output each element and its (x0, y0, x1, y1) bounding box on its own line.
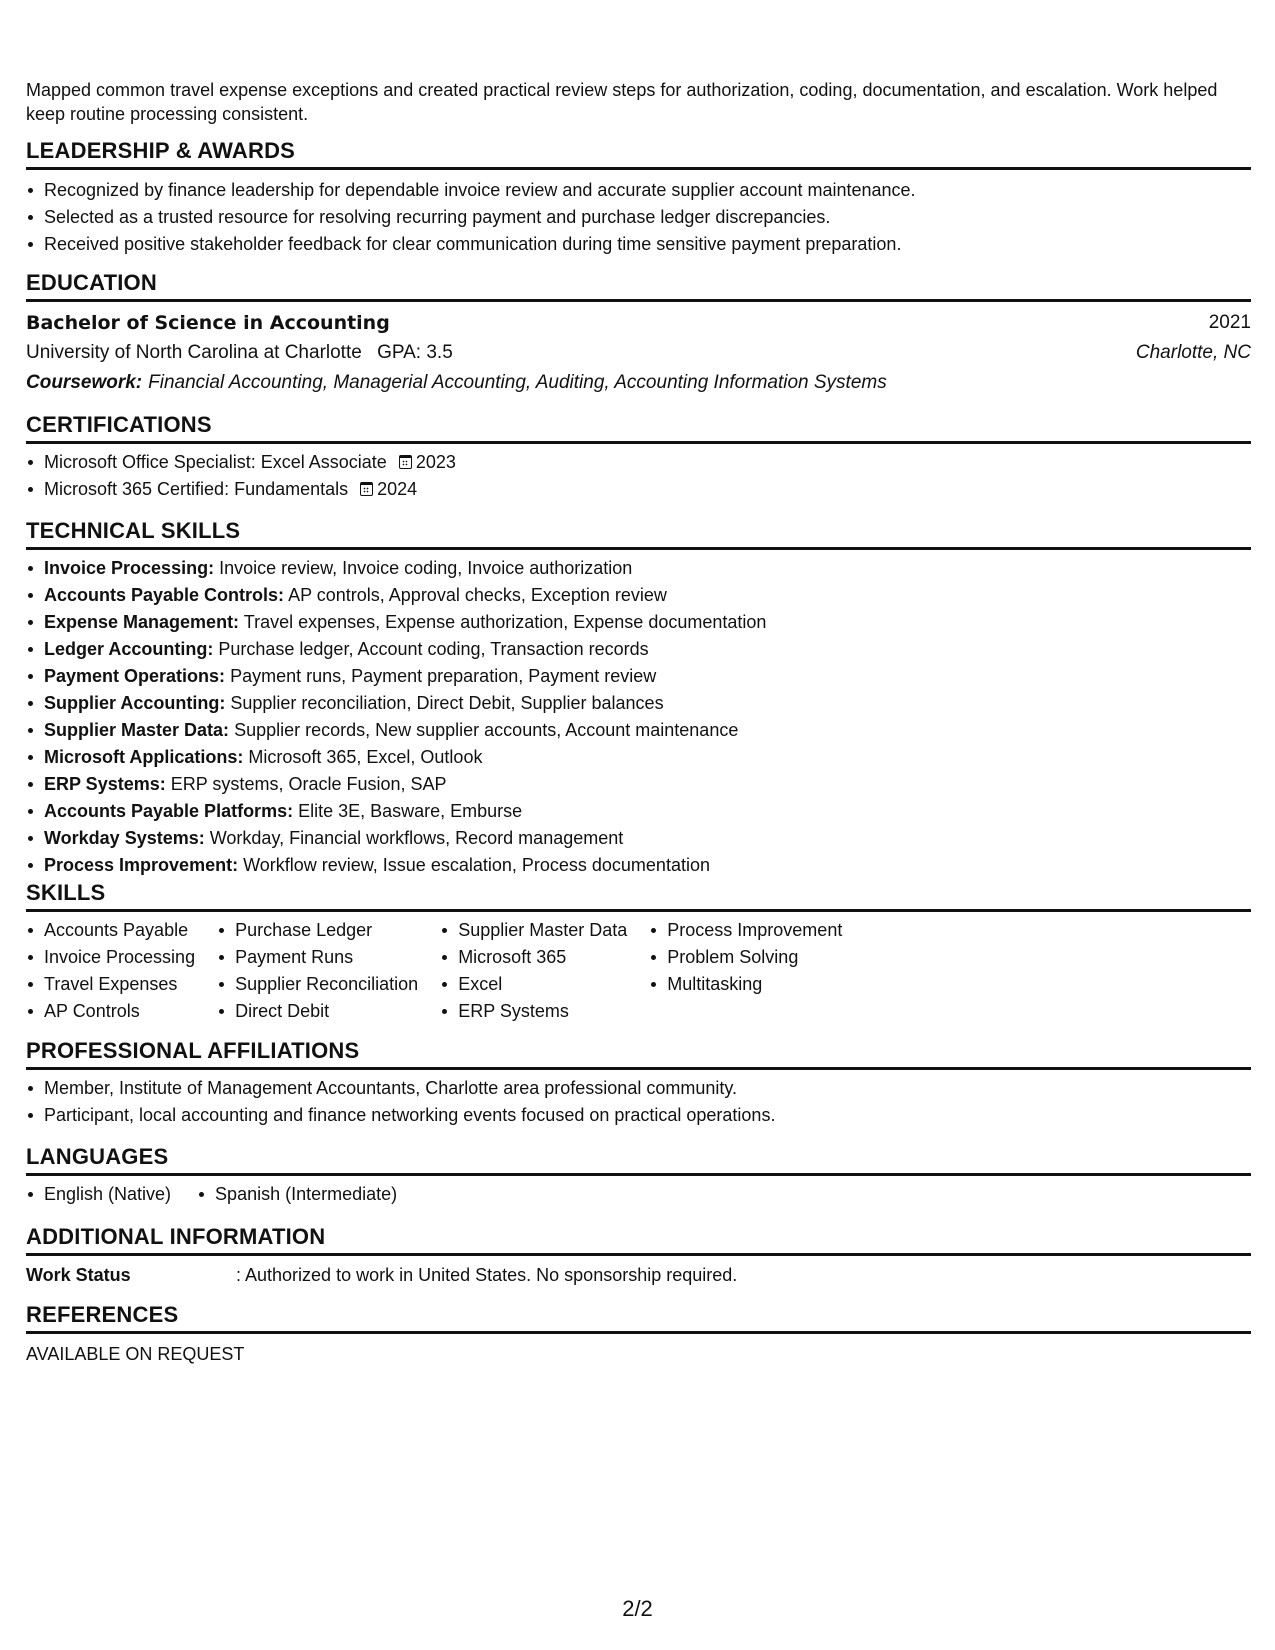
certification-name: Microsoft 365 Certified: Fundamentals (44, 479, 349, 499)
technical-skills-section (26, 518, 1251, 879)
skill-category: Payment Operations: (44, 666, 226, 686)
list-item: Invoice Processing (44, 944, 195, 971)
work-status-row (26, 1262, 1251, 1288)
skill-values: Microsoft 365, Excel, Outlook (248, 747, 483, 767)
skill-category: Microsoft Applications: (44, 747, 244, 767)
intro-paragraph: Mapped common travel expense exceptions and created practical review steps for authorization, coding, documentation, and escalation. Work helped keep routine processing consistent. (26, 80, 1218, 124)
list-item: Purchase Ledger (235, 917, 418, 944)
degree-name: Bachelor of Science in Accounting (26, 312, 390, 334)
coursework-list: Financial Accounting, Managerial Accounting, Auditing, Accounting Information Systems (148, 372, 887, 393)
gpa: GPA: 3.5 (377, 342, 453, 363)
leadership-section (26, 138, 1251, 258)
list-item: Multitasking (667, 971, 842, 998)
certifications-section (26, 412, 1251, 503)
skill-category: Accounts Payable Platforms: (44, 801, 294, 821)
school-row (26, 338, 1251, 368)
work-status-value: : Authorized to work in United States. No sponsorship required. (236, 1265, 738, 1285)
list-item: Direct Debit (235, 998, 418, 1025)
list-item: Supplier Master Data (458, 917, 627, 944)
skill-category: Process Improvement: (44, 855, 239, 875)
list-item: Problem Solving (667, 944, 842, 971)
coursework-label: Coursework: (26, 372, 143, 393)
section-title: TECHNICAL SKILLS (26, 518, 1251, 550)
school-name: University of North Carolina at Charlotte (26, 342, 362, 363)
additional-info-section (26, 1224, 1251, 1288)
list-item (44, 690, 1251, 717)
affiliations-list (26, 1075, 1251, 1129)
skill-values: Elite 3E, Basware, Emburse (298, 801, 523, 821)
list-item: English (Native) (44, 1181, 171, 1208)
list-item: Recognized by finance leadership for dependable invoice review and accurate supplier account maintenance. (44, 177, 1251, 204)
list-item: Accounts Payable (44, 917, 195, 944)
skill-values: ERP systems, Oracle Fusion, SAP (170, 774, 447, 794)
leadership-list (26, 177, 1251, 258)
skills-column (26, 917, 195, 1025)
list-item: Participant, local accounting and finance networking events focused on practical operations. (44, 1102, 1251, 1129)
list-item: Spanish (Intermediate) (215, 1181, 397, 1208)
skill-category: Invoice Processing: (44, 558, 215, 578)
section-title: CERTIFICATIONS (26, 412, 1251, 444)
section-title: LANGUAGES (26, 1144, 1251, 1176)
skill-values: AP controls, Approval checks, Exception review (288, 585, 667, 605)
list-item (44, 609, 1251, 636)
list-item (44, 555, 1251, 582)
skills-column (217, 917, 418, 1025)
list-item (44, 717, 1251, 744)
skill-category: Supplier Accounting: (44, 693, 226, 713)
skill-values: Invoice review, Invoice coding, Invoice authorization (219, 558, 633, 578)
skill-values: Purchase ledger, Account coding, Transaction records (218, 639, 649, 659)
list-item (44, 663, 1251, 690)
list-item (44, 744, 1251, 771)
school-location: Charlotte, NC (1135, 342, 1251, 363)
section-title: LEADERSHIP & AWARDS (26, 138, 1251, 170)
calendar-icon (360, 482, 373, 496)
references-text: AVAILABLE ON REQUEST (26, 1344, 245, 1364)
list-item: ERP Systems (458, 998, 627, 1025)
section-title: SKILLS (26, 880, 1251, 912)
certification-name: Microsoft Office Specialist: Excel Associate (44, 452, 387, 472)
section-title: PROFESSIONAL AFFILIATIONS (26, 1038, 1251, 1070)
skills-section (26, 880, 1251, 1025)
list-item: Process Improvement (667, 917, 842, 944)
list-item: AP Controls (44, 998, 195, 1025)
skill-values: Payment runs, Payment preparation, Payment review (230, 666, 657, 686)
skill-category: Ledger Accounting: (44, 639, 214, 659)
skill-category: Accounts Payable Controls: (44, 585, 285, 605)
certification-year: 2023 (415, 452, 456, 472)
work-status-label: Work Status (26, 1265, 131, 1285)
list-item (44, 798, 1251, 825)
skill-values: Supplier reconciliation, Direct Debit, Supplier balances (230, 693, 664, 713)
list-item (44, 771, 1251, 798)
skill-category: ERP Systems: (44, 774, 166, 794)
references-section (26, 1302, 1251, 1367)
list-item: Travel Expenses (44, 971, 195, 998)
skills-column (440, 917, 627, 1025)
graduation-year: 2021 (1208, 312, 1251, 333)
skill-category: Workday Systems: (44, 828, 205, 848)
calendar-icon (399, 455, 412, 469)
language-col (197, 1181, 397, 1208)
skill-values: Workday, Financial workflows, Record management (209, 828, 624, 848)
affiliations-section (26, 1038, 1251, 1129)
list-item: Excel (458, 971, 627, 998)
languages-list (26, 1181, 1251, 1208)
list-item: Received positive stakeholder feedback for clear communication during time sensitive payment preparation. (44, 231, 1251, 258)
section-title: EDUCATION (26, 270, 1251, 302)
skill-category: Supplier Master Data: (44, 720, 230, 740)
list-item (44, 825, 1251, 852)
list-item: Microsoft 365 (458, 944, 627, 971)
list-item: Supplier Reconciliation (235, 971, 418, 998)
list-item (44, 852, 1251, 879)
skill-category: Expense Management: (44, 612, 240, 632)
coursework-row (26, 368, 1251, 398)
skill-values: Travel expenses, Expense authorization, Expense documentation (243, 612, 767, 632)
section-title: REFERENCES (26, 1302, 1251, 1334)
skill-values: Supplier records, New supplier accounts, Account maintenance (234, 720, 739, 740)
skills-column (649, 917, 842, 1025)
list-item: Member, Institute of Management Accountants, Charlotte area professional community. (44, 1075, 1251, 1102)
list-item: Payment Runs (235, 944, 418, 971)
languages-section (26, 1144, 1251, 1208)
list-item: Selected as a trusted resource for resolving recurring payment and purchase ledger discrepancies. (44, 204, 1251, 231)
page-number: 2/2 (622, 1596, 653, 1621)
list-item (44, 449, 1251, 476)
skill-values: Workflow review, Issue escalation, Process documentation (243, 855, 710, 875)
degree-row (26, 308, 1251, 338)
list-item (44, 636, 1251, 663)
certifications-list (26, 449, 1251, 503)
skills-columns (26, 917, 1251, 1025)
education-section (26, 270, 1251, 398)
technical-skills-list (26, 555, 1251, 879)
certification-year: 2024 (377, 479, 418, 499)
list-item (44, 476, 1251, 503)
language-col (26, 1181, 171, 1208)
list-item (44, 582, 1251, 609)
section-title: ADDITIONAL INFORMATION (26, 1224, 1251, 1256)
